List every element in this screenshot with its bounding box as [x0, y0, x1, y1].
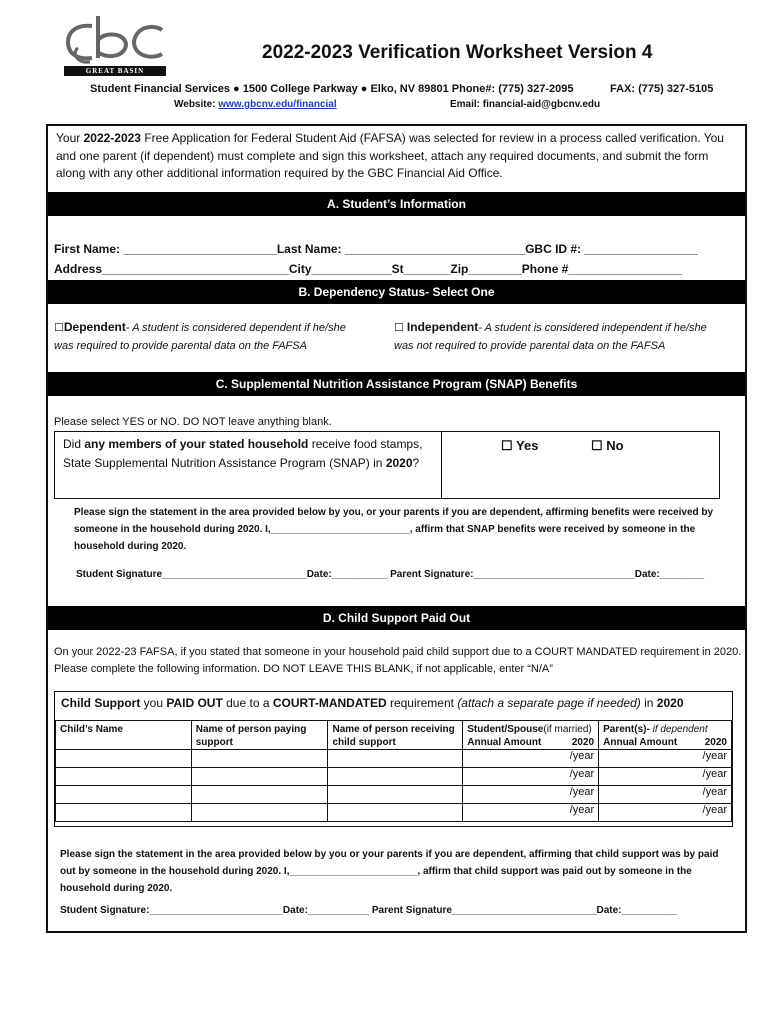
table-row[interactable]: /year /year [56, 804, 732, 822]
child-support-heading: Child Support you PAID OUT due to a COURT-MANDATED requirement (attach a separate page if needed) in 2020 [61, 696, 684, 710]
email-address: Email: financial-aid@gbcnv.edu [450, 99, 601, 110]
worksheet-frame [46, 124, 747, 933]
snap-signature-line[interactable]: Student Signature__________________________Date:__________ Parent Signature:_____________________________Date:________ [76, 569, 705, 580]
snap-no-checkbox[interactable]: ☐ No [591, 438, 624, 453]
child-support-table [55, 720, 732, 822]
table-row[interactable]: /year /year [56, 768, 732, 786]
snap-statement: Please sign the statement in the area provided below by you, or your parents if you are dependent, affirming benefits were received by someone in the household during 2020. I,_________________________, affirm that SNAP benefits were received by someone in the household during 2020. [74, 507, 714, 552]
snap-yes-checkbox[interactable]: ☐ Yes [501, 438, 539, 453]
website-link[interactable]: www.gbcnv.edu/financial [218, 99, 337, 110]
col-person-receiving: Name of person receiving child support [328, 721, 463, 750]
table-header-row [56, 721, 732, 750]
intro-paragraph: Your 2022-2023 Free Application for Federal Student Aid (FAFSA) was selected for review in a process called verification. You and one parent (if dependent) must complete and sign this worksheet, attach any required documents, and submit the form along with any other additional information required by the GBC Financial Aid Office. [56, 131, 724, 180]
col-parent-amount: Parent(s)- if dependent Annual Amount 2020 [599, 721, 732, 750]
fax-number: FAX: (775) 327-5105 [610, 83, 714, 95]
table-row[interactable]: /year /year [56, 750, 732, 768]
child-support-intro: On your 2022-23 FAFSA, if you stated that someone in your household paid child support due to a COURT MANDATED requirement in 2020. Please complete the following information. DO NOT LEAVE THIS BLANK, if not applicable, enter “N/A” [54, 646, 742, 675]
independent-checkbox[interactable]: ☐ [394, 322, 407, 334]
col-person-paying: Name of person paying support [191, 721, 328, 750]
snap-question: Did any members of your stated household receive food stamps, State Supplemental Nutrition Assistance Program (SNAP) in 2020? [63, 437, 423, 470]
college-logo-bar: GREAT BASIN COLLEGE [64, 66, 166, 76]
website-label: Website: [174, 99, 219, 110]
child-support-statement: Please sign the statement in the area provided below by you or your parents if you are dependent, affirming that child support was by paid out by someone in the household during 2020. I,_______________________, affirm that child support was paid out by someone in the household during 2020. [60, 849, 719, 894]
address-phone: Student Financial Services ● 1500 College Parkway ● Elko, NV 89801 Phone#: (775) 327-2095 [90, 83, 574, 95]
snap-question-box [54, 431, 720, 499]
col-childs-name: Child’s Name [56, 721, 192, 750]
divider [441, 432, 442, 498]
child-support-box [54, 691, 733, 827]
section-a-header: A. Student’s Information [48, 192, 745, 216]
table-row[interactable]: /year /year [56, 786, 732, 804]
web-line [174, 99, 601, 110]
college-logo [64, 12, 166, 74]
student-name-line[interactable]: First Name: _______________________Last Name: ___________________________GBC ID #: _________________ [54, 242, 698, 256]
child-support-signature-line[interactable]: Student Signature:________________________Date:___________ Parent Signature__________________________Date:__________ [60, 905, 678, 916]
section-b-header: B. Dependency Status- Select One [48, 280, 745, 304]
dependent-checkbox[interactable]: ☐ [54, 322, 64, 334]
dependent-option[interactable]: ☐Dependent- A student is considered dependent if he/she was required to provide parental data on the FAFSA [54, 320, 346, 352]
student-address-line[interactable]: Address____________________________City____________St_______Zip________Phone #_________________ [54, 262, 682, 276]
section-c-header: C. Supplemental Nutrition Assistance Program (SNAP) Benefits [48, 372, 745, 396]
col-student-amount: Student/Spouse(if married) Annual Amount 2020 [463, 721, 599, 750]
snap-instruction: Please select YES or NO. DO NOT leave anything blank. [54, 416, 332, 428]
section-d-header: D. Child Support Paid Out [48, 606, 745, 630]
contact-line [90, 83, 714, 95]
independent-option[interactable]: ☐ Independent- A student is considered independent if he/she was not required to provide parental data on the FAFSA [394, 320, 707, 352]
page-title: 2022-2023 Verification Worksheet Version 4 [262, 42, 653, 63]
